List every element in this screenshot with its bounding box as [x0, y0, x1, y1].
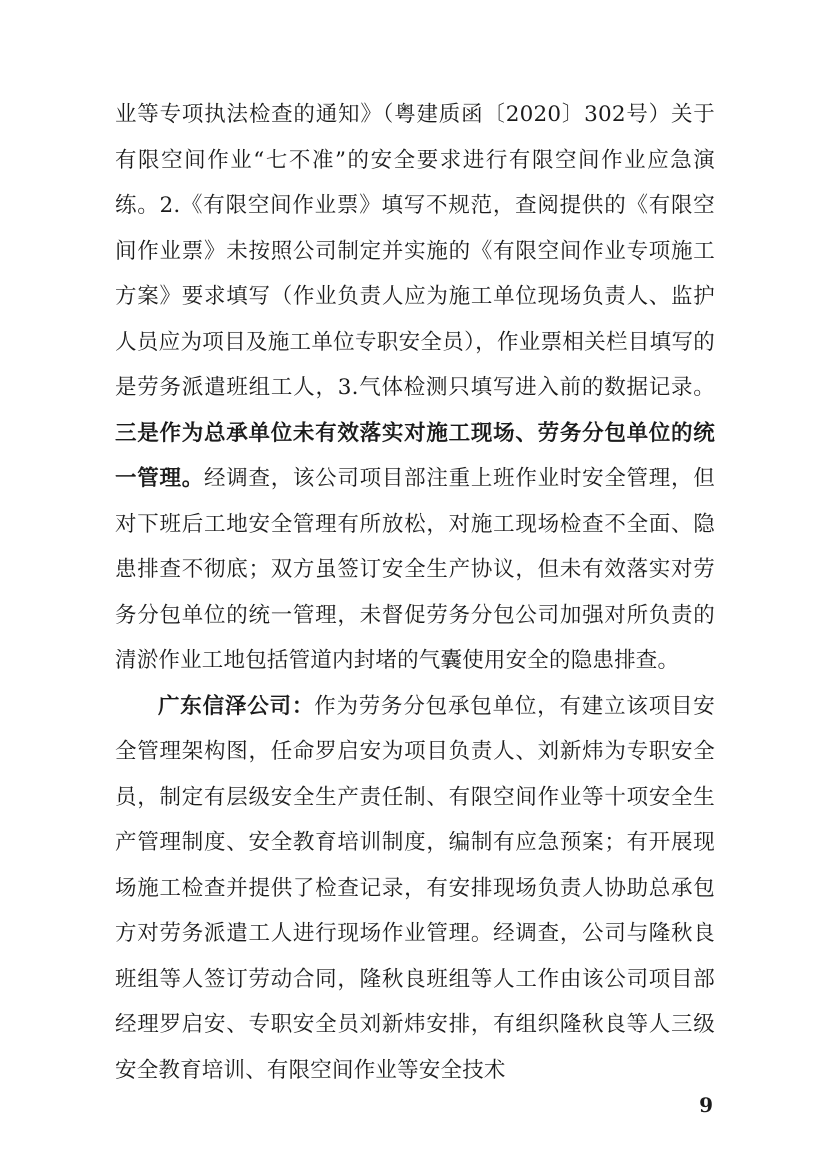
- text-run: 作为劳务分包承包单位，有建立该项目安全管理架构图，任命罗启安为项目负责人、刘新炜为专职安全员，制定有层级安全生产责任制、有限空间作业等十项安全生产管理制度、安全教育培训制度，编制有应急预案；有开展现场施工检查并提供了检查记录，有安排现场负责人协助总承包方对劳务派遣工人进行现场作业管理。经调查，公司与隆秋良班组等人签订劳动合同，隆秋良班组等人工作由该公司项目部经理罗启安、专职安全员刘新炜安排，有组织隆秋良等人三级安全教育培训、有限空间作业等安全技术: [115, 693, 716, 1083]
- paragraph-2: [115, 684, 715, 1094]
- page-number: 9: [699, 1093, 713, 1117]
- document-body: [115, 92, 715, 1093]
- paragraph-1: [115, 92, 715, 684]
- company-name-heading: 广东信泽公司：: [158, 693, 315, 719]
- text-run: 经调查，该公司项目部注重上班作业时安全管理，但对下班后工地安全管理有所放松，对施工现场检查不全面、隐患排查不彻底；双方虽签订安全生产协议，但未有效落实对劳务分包单位的统一管理，未督促劳务分包公司加强对所负责的清淤作业工地包括管道内封堵的气囊使用安全的隐患排查。: [115, 466, 715, 673]
- text-run: 业等专项执法检查的通知》（粤建质函〔2020〕302号）关于有限空间作业“七不准”的安全要求进行有限空间作业应急演练。2.《有限空间作业票》填写不规范，查阅提供的《有限空间作业票》未按照公司制定并实施的《有限空间作业专项施工方案》要求填写（作业负责人应为施工单位现场负责人、监护人员应为项目及施工单位专职安全员），作业票相关栏目填写的是劳务派遣班组工人，3.气体检测只填写进入前的数据记录。: [115, 102, 715, 400]
- text-run-bold: 三是作为总承单位未有效落实对施工现场、劳务分包单位的统一管理。: [115, 420, 715, 491]
